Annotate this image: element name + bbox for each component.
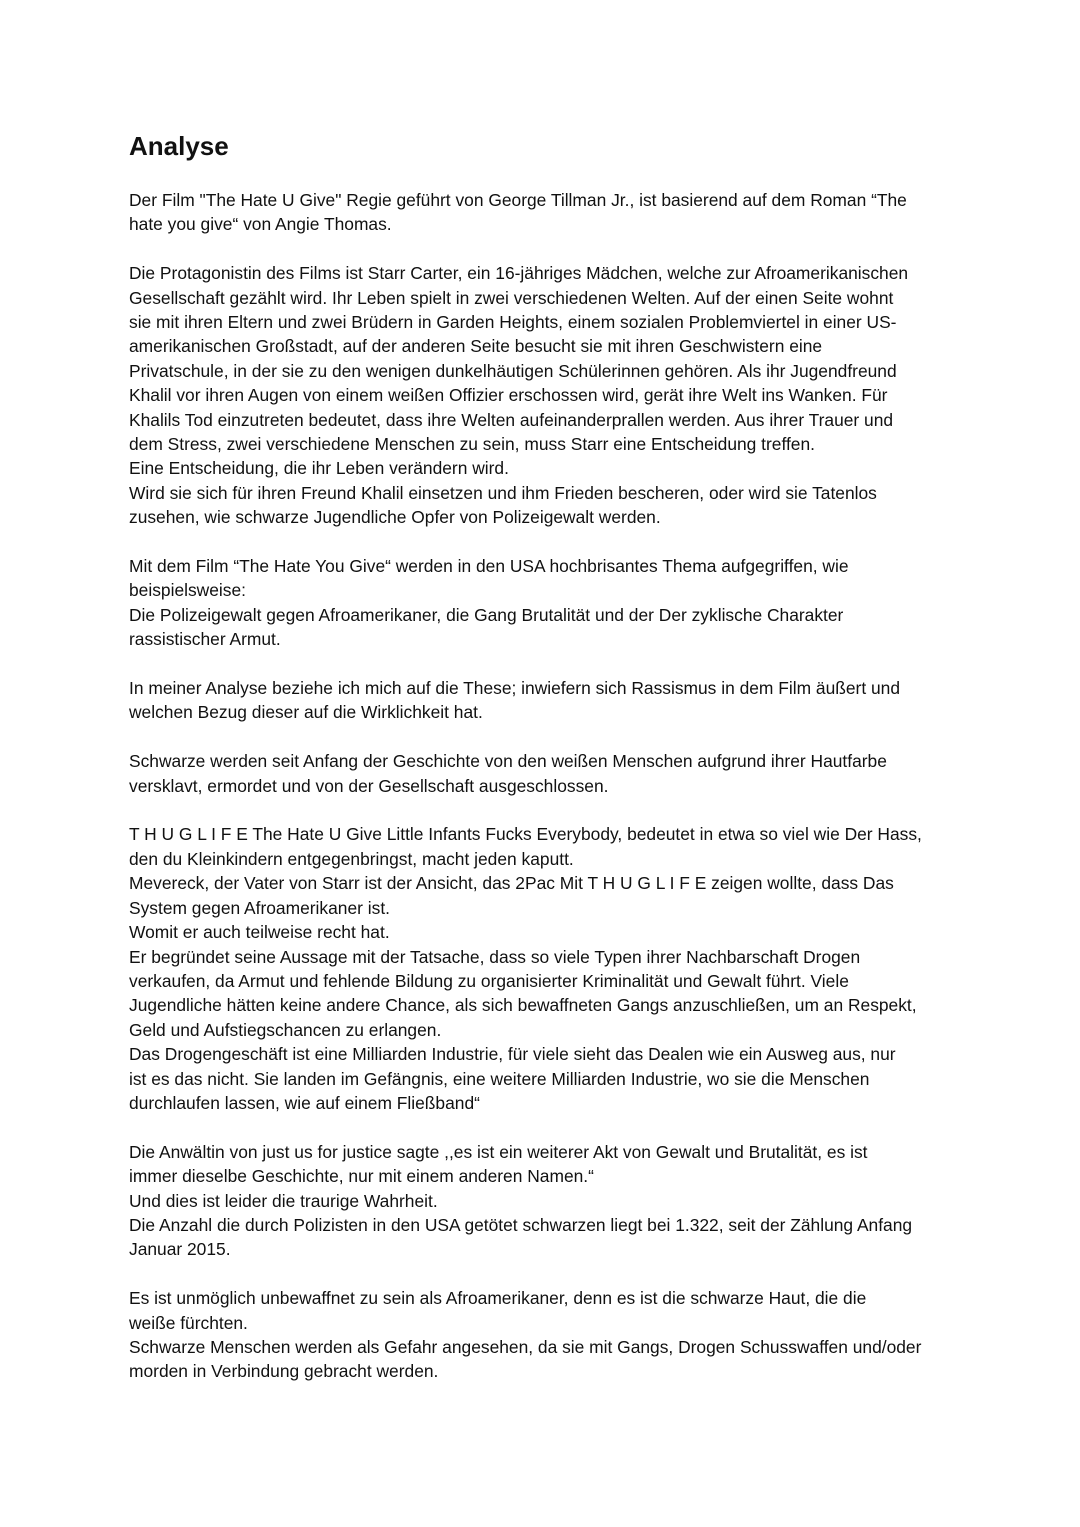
paragraph (129, 676, 959, 725)
text-line: amerikanischen Großstadt, auf der anderen Seite besucht sie mit ihren Geschwistern eine (129, 336, 823, 357)
text-line: dem Stress, zwei verschiedene Menschen zu sein, muss Starr eine Entscheidung treffen. (129, 434, 815, 455)
text-line: verkaufen, da Armut und fehlende Bildung zu organisierter Kriminalität und Gewalt führt. Viele (129, 970, 849, 991)
text-line: Womit er auch teilweise recht hat. (129, 922, 390, 943)
paragraph (129, 554, 959, 652)
text-line: Die Anzahl die durch Polizisten in den USA getötet schwarzen liegt bei 1.322, seit der Zählung Anfang (129, 1214, 913, 1235)
paragraph (129, 822, 959, 1115)
text-line: Khalils Tod einzutreten bedeutet, dass ihre Welten aufeinanderprallen werden. Aus ihrer Trauer und (129, 409, 894, 430)
paragraph (129, 1140, 959, 1262)
text-line: Wird sie sich für ihren Freund Khalil einsetzen und ihm Frieden bescheren, oder wird sie Tatenlos (129, 482, 877, 503)
text-line: Die Polizeigewalt gegen Afroamerikaner, die Gang Brutalität und der Der zyklische Charakter (129, 604, 844, 625)
text-line: Die Protagonistin des Films ist Starr Carter, ein 16-jähriges Mädchen, welche zur Afroamerikanischen (129, 263, 909, 284)
text-line: Und dies ist leider die traurige Wahrheit. (129, 1190, 438, 1211)
document-page (129, 128, 959, 1408)
paragraph (129, 749, 959, 798)
text-line: beispielsweise: (129, 580, 246, 601)
paragraph (129, 1286, 959, 1384)
text-line: Privatschule, in der sie zu den wenigen dunkelhäutigen Schülerinnen gehören. Als ihr Jugendfreund (129, 360, 897, 381)
text-line: Der Film "The Hate U Give" Regie geführt von George Tillman Jr., ist basierend auf dem Roman “The (129, 190, 907, 210)
text-line: sie mit ihren Eltern und zwei Brüdern in Garden Heights, einem sozialen Problemviertel in einer US- (129, 312, 897, 333)
text-line: Es ist unmöglich unbewaffnet zu sein als Afroamerikaner, denn es ist die schwarze Haut, die die (129, 1288, 867, 1309)
text-line: Khalil vor ihren Augen von einem weißen Offizier erschossen wird, gerät ihre Welt ins Wanken. Für (129, 385, 888, 406)
text-line: zusehen, wie schwarze Jugendliche Opfer von Polizeigewalt werden. (129, 507, 661, 528)
document-body (129, 188, 959, 1384)
text-line: Eine Entscheidung, die ihr Leben verändern wird. (129, 458, 509, 479)
paragraph (129, 188, 959, 237)
paragraph (129, 261, 959, 529)
text-line: Jugendliche hätten keine andere Chance, als sich bewaffneten Gangs anzuschließen, um an Respekt, (129, 995, 917, 1016)
text-line: Januar 2015. (129, 1239, 231, 1260)
text-line: Gesellschaft gezählt wird. Ihr Leben spielt in zwei verschiedenen Welten. Auf der einen Seite wohnt (129, 287, 894, 308)
text-line: rassistischer Armut. (129, 629, 281, 650)
text-line: den du Kleinkindern entgegenbringst, macht jeden kaputt. (129, 848, 574, 869)
text-line: Mit dem Film “The Hate You Give“ werden in den USA hochbrisantes Thema aufgegriffen, wie (129, 556, 849, 577)
text-line: Das Drogengeschäft ist eine Milliarden Industrie, für viele sieht das Dealen wie ein Ausweg aus, nur (129, 1044, 896, 1065)
text-line: In meiner Analyse beziehe ich mich auf die These; inwiefern sich Rassismus in dem Film äußert und (129, 678, 901, 699)
document-title: Analyse (129, 131, 229, 161)
text-line: versklavt, ermordet und von der Gesellschaft ausgeschlossen. (129, 775, 609, 796)
text-line: weiße fürchten. (129, 1312, 248, 1333)
text-line: ist es das nicht. Sie landen im Gefängnis, eine weitere Milliarden Industrie, wo sie die Menschen (129, 1068, 870, 1089)
text-line: Mevereck, der Vater von Starr ist der Ansicht, das 2Pac Mit T H U G L I F E zeigen wollte, dass Das (129, 873, 894, 894)
text-line: System gegen Afroamerikaner ist. (129, 897, 390, 918)
text-line: T H U G L I F E The Hate U Give Little Infants Fucks Everybody, bedeutet in etwa so viel wie Der Hass, (129, 824, 922, 845)
text-line: immer dieselbe Geschichte, nur mit einem anderen Namen.“ (129, 1166, 594, 1187)
text-line: hate you give“ von Angie Thomas. (129, 214, 392, 235)
text-line: Die Anwältin von just us for justice sagte ,,es ist ein weiterer Akt von Gewalt und Brutalität, es ist (129, 1141, 868, 1162)
text-line: welchen Bezug dieser auf die Wirklichkeit hat. (129, 702, 483, 723)
text-line: Schwarze werden seit Anfang der Geschichte von den weißen Menschen aufgrund ihrer Hautfarbe (129, 751, 887, 772)
text-line: Geld und Aufstiegschancen zu erlangen. (129, 1019, 442, 1040)
text-line: morden in Verbindung gebracht werden. (129, 1361, 439, 1382)
text-line: Er begründet seine Aussage mit der Tatsache, dass so viele Typen ihrer Nachbarschaft Drogen (129, 946, 861, 967)
text-line: durchlaufen lassen, wie auf einem Fließband“ (129, 1092, 480, 1113)
text-line: Schwarze Menschen werden als Gefahr angesehen, da sie mit Gangs, Drogen Schusswaffen und/oder (129, 1336, 922, 1357)
